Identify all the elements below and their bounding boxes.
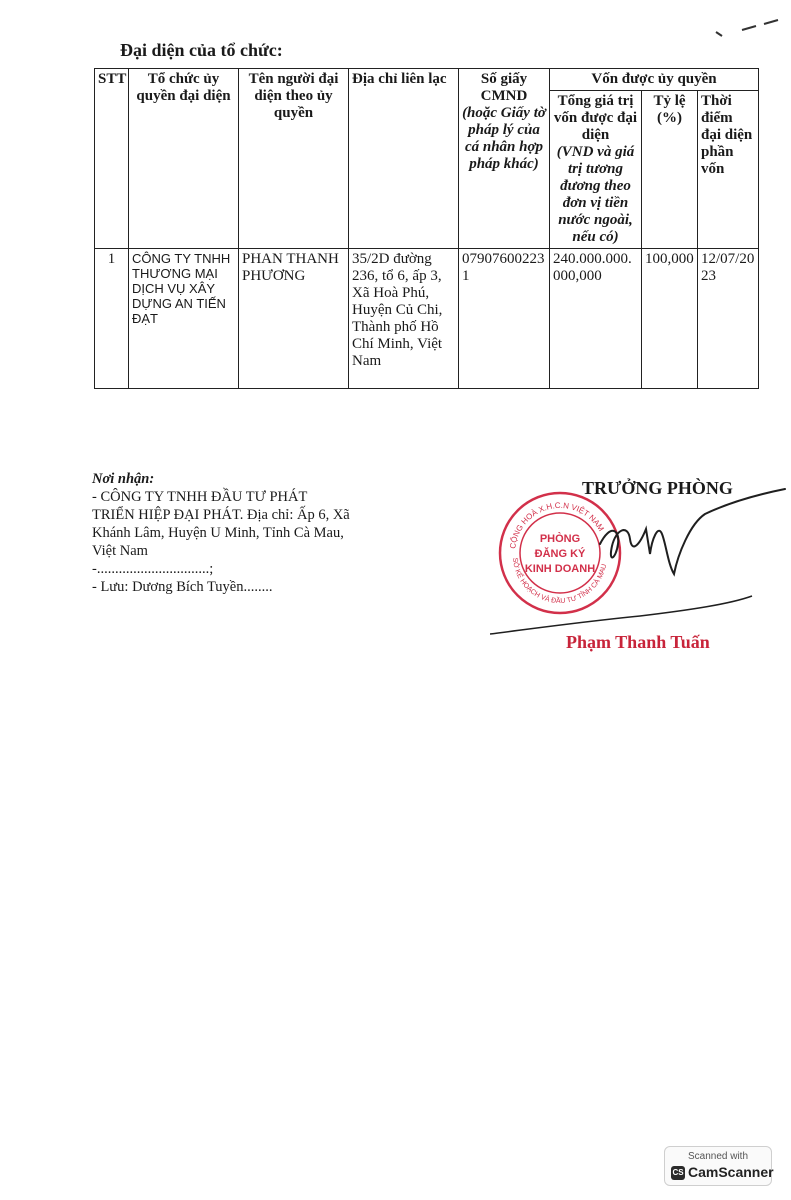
stamp-outer-textpath: CỘNG HOÀ X.H.C.N VIỆT NAM — [508, 500, 606, 550]
camscanner-logo-icon: CS — [671, 1166, 685, 1180]
signature-underline — [490, 596, 752, 634]
header-total — [550, 91, 642, 249]
header-id — [459, 69, 550, 249]
cell-time: 12/07/2023 — [698, 249, 759, 389]
section-title: Đại diện của tổ chức: — [120, 40, 283, 60]
header-stt: STT — [95, 69, 129, 249]
camscanner-caption: Scanned with — [687, 1151, 749, 1162]
recipient-line: - CÔNG TY TNHH ĐẦU TƯ PHÁT TRIỂN HIỆP ĐẠI PHÁT. Địa chỉ: Ấp 6, Xã Khánh Lâm, Huyện U Minh, Tỉnh Cà Mau, Việt Nam — [92, 489, 350, 559]
signer-name: Phạm Thanh Tuấn — [566, 632, 710, 652]
stamp-center-line-1: PHÒNG — [539, 533, 581, 545]
header-org: Tổ chức ủy quyền đại diện — [129, 69, 239, 249]
recipient-line: -...............................; — [92, 561, 214, 577]
cell-stt: 1 — [95, 249, 129, 389]
cell-total: 240.000.000.000,000 — [550, 249, 642, 389]
table-header-row — [95, 69, 759, 91]
table-row — [95, 249, 759, 389]
signature-title: TRƯỞNG PHÒNG — [582, 478, 733, 498]
signature-stroke — [600, 489, 785, 574]
recipients-block — [92, 470, 352, 596]
recipient-line: - Lưu: Dương Bích Tuyền........ — [92, 579, 273, 595]
header-address-label: Địa chỉ liên lạc — [352, 71, 447, 87]
header-ratio: Tỷ lệ (%) — [642, 91, 698, 249]
handwritten-signature — [490, 484, 790, 644]
header-capital-group: Vốn được ủy quyền — [550, 69, 759, 91]
header-total-sub: (VND và giá trị tương đương theo đơn vị tiền nước ngoài, nếu có) — [556, 144, 635, 245]
representative-table — [94, 68, 759, 389]
header-person: Tên người đại diện theo ủy quyền — [239, 69, 349, 249]
header-id-sub: (hoặc Giấy tờ pháp lý của cá nhân hợp pháp khác) — [462, 105, 546, 172]
camscanner-name: CamScanner — [688, 1164, 774, 1180]
scan-artifact-stroke — [716, 20, 778, 36]
header-total-main: Tổng giá trị vốn được đại diện — [553, 93, 638, 143]
camscanner-badge — [664, 1146, 772, 1186]
cell-person: PHAN THANH PHƯƠNG — [239, 249, 349, 389]
cell-id: 079076002231 — [459, 249, 550, 389]
scan-artifact-marks — [712, 14, 782, 54]
cell-ratio: 100,000 — [642, 249, 698, 389]
cell-org: CÔNG TY TNHH THƯƠNG MẠI DỊCH VỤ XÂY DỰNG AN TIẾN ĐẠT — [129, 249, 239, 389]
header-time: Thời điểm đại diện phần vốn — [698, 91, 759, 249]
cell-address: 35/2D đường 236, tổ 6, ấp 3, Xã Hoà Phú, Huyện Củ Chi, Thành phố Hồ Chí Minh, Việt Nam — [349, 249, 459, 389]
stamp-center-line-2: ĐĂNG KÝ — [534, 548, 586, 560]
stamp-bottom-textpath: SỞ KẾ HOẠCH VÀ ĐẦU TƯ TỈNH CÀ MAU — [510, 557, 609, 606]
recipients-label: Nơi nhận: — [92, 471, 155, 487]
stamp-center-line-3: KINH DOANH — [524, 563, 596, 575]
header-id-main: Số giấy CMND — [480, 71, 528, 104]
header-address — [349, 69, 459, 249]
